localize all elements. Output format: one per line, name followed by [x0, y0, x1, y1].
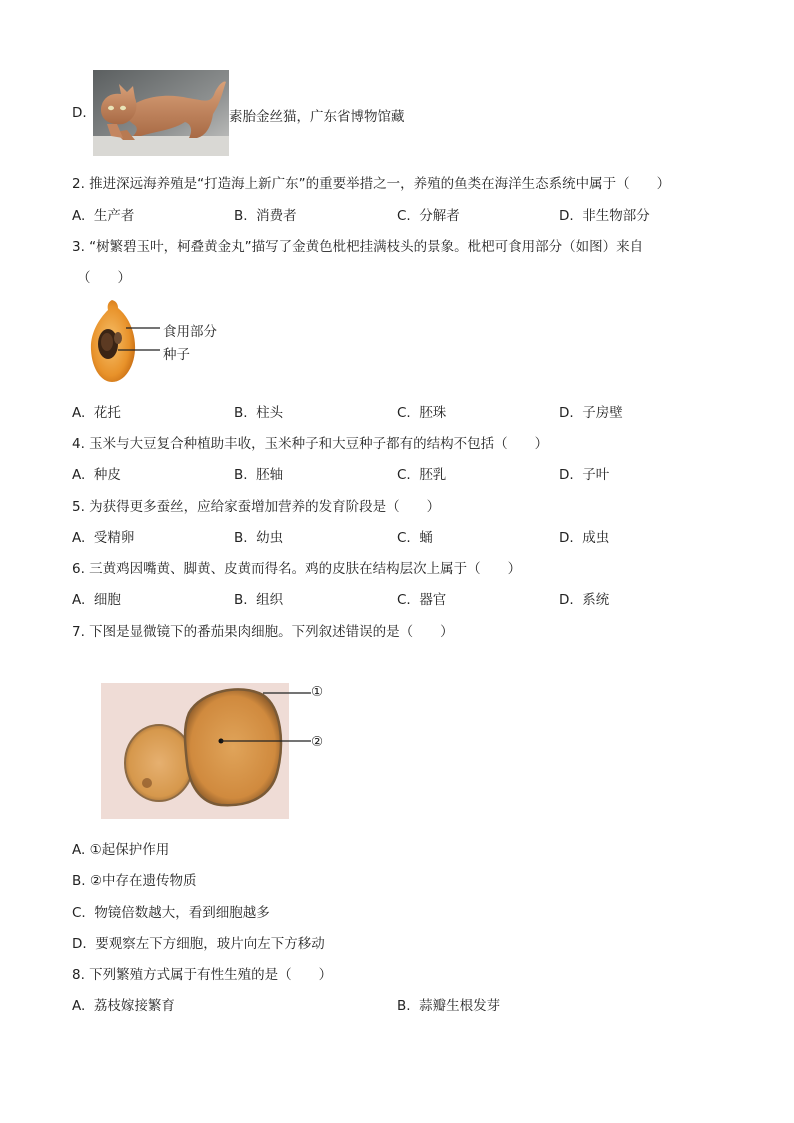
option-d[interactable]: D. 系统: [559, 592, 610, 608]
label-edible-part: 食用部分: [163, 324, 217, 340]
option-d[interactable]: D. 成虫: [559, 530, 610, 546]
option-a[interactable]: A. 受精卵: [72, 530, 135, 546]
option-c[interactable]: C. 蛹: [397, 530, 433, 546]
option-b[interactable]: B. 胚轴: [234, 467, 284, 483]
loquat-diagram: [88, 298, 228, 386]
option-c[interactable]: C. 分解者: [397, 208, 460, 224]
option-d[interactable]: D. 子叶: [559, 467, 610, 483]
option-b[interactable]: B. 柱头: [234, 405, 284, 421]
cat-sculpture-image: [93, 70, 229, 156]
tomato-cell-micrograph: [101, 683, 331, 819]
option-b[interactable]: B. 消费者: [234, 208, 297, 224]
option-a[interactable]: A. 荔枝嫁接繁育: [72, 998, 175, 1014]
option-letter: D.: [72, 105, 87, 121]
option-b[interactable]: B. 组织: [234, 592, 284, 608]
option-c[interactable]: C. 胚乳: [397, 467, 447, 483]
question-5-stem: 5. 为获得更多蚕丝，应给家蚕增加营养的发育阶段是（ ）: [72, 499, 441, 515]
option-c[interactable]: C. 胚珠: [397, 405, 447, 421]
question-8-stem: 8. 下列繁殖方式属于有性生殖的是（ ）: [72, 967, 333, 983]
question-3-stem-cont: （ ）: [77, 270, 131, 286]
option-d[interactable]: D. 非生物部分: [559, 208, 650, 224]
label-circled-1: ①: [311, 684, 324, 700]
option-a[interactable]: A. 种皮: [72, 467, 121, 483]
option-a[interactable]: A. 细胞: [72, 592, 121, 608]
option-c[interactable]: C. 物镜倍数越大，看到细胞越多: [72, 905, 270, 921]
option-d[interactable]: D. 要观察左下方细胞，玻片向左下方移动: [72, 936, 325, 952]
option-a[interactable]: A. 花托: [72, 405, 121, 421]
question-4-stem: 4. 玉米与大豆复合种植助丰收，玉米种子和大豆种子都有的结构不包括（ ）: [72, 436, 549, 452]
question-6-stem: 6. 三黄鸡因嘴黄、脚黄、皮黄而得名。鸡的皮肤在结构层次上属于（ ）: [72, 561, 522, 577]
question-7-stem: 7. 下图是显微镜下的番茄果肉细胞。下列叙述错误的是（ ）: [72, 624, 454, 640]
option-a[interactable]: A. 生产者: [72, 208, 135, 224]
option-a[interactable]: A. ①起保护作用: [72, 842, 170, 858]
question-3-stem: 3. “树繁碧玉叶，柯叠黄金丸”描写了金黄色枇杷挂满枝头的景象。枇杷可食用部分（如图）来自: [72, 239, 644, 255]
option-b[interactable]: B. ②中存在遗传物质: [72, 873, 197, 889]
label-seed: 种子: [163, 347, 190, 363]
option-d[interactable]: D. 子房壁: [559, 405, 623, 421]
option-text: 素胎金丝猫，广东省博物馆藏: [229, 109, 405, 125]
option-c[interactable]: C. 器官: [397, 592, 447, 608]
option-b[interactable]: B. 蒜瓣生根发芽: [397, 998, 501, 1014]
option-b[interactable]: B. 幼虫: [234, 530, 284, 546]
question-2-stem: 2. 推进深远海养殖是“打造海上新广东”的重要举措之一，养殖的鱼类在海洋生态系统中属于（ ）: [72, 176, 671, 192]
label-circled-2: ②: [311, 734, 324, 750]
